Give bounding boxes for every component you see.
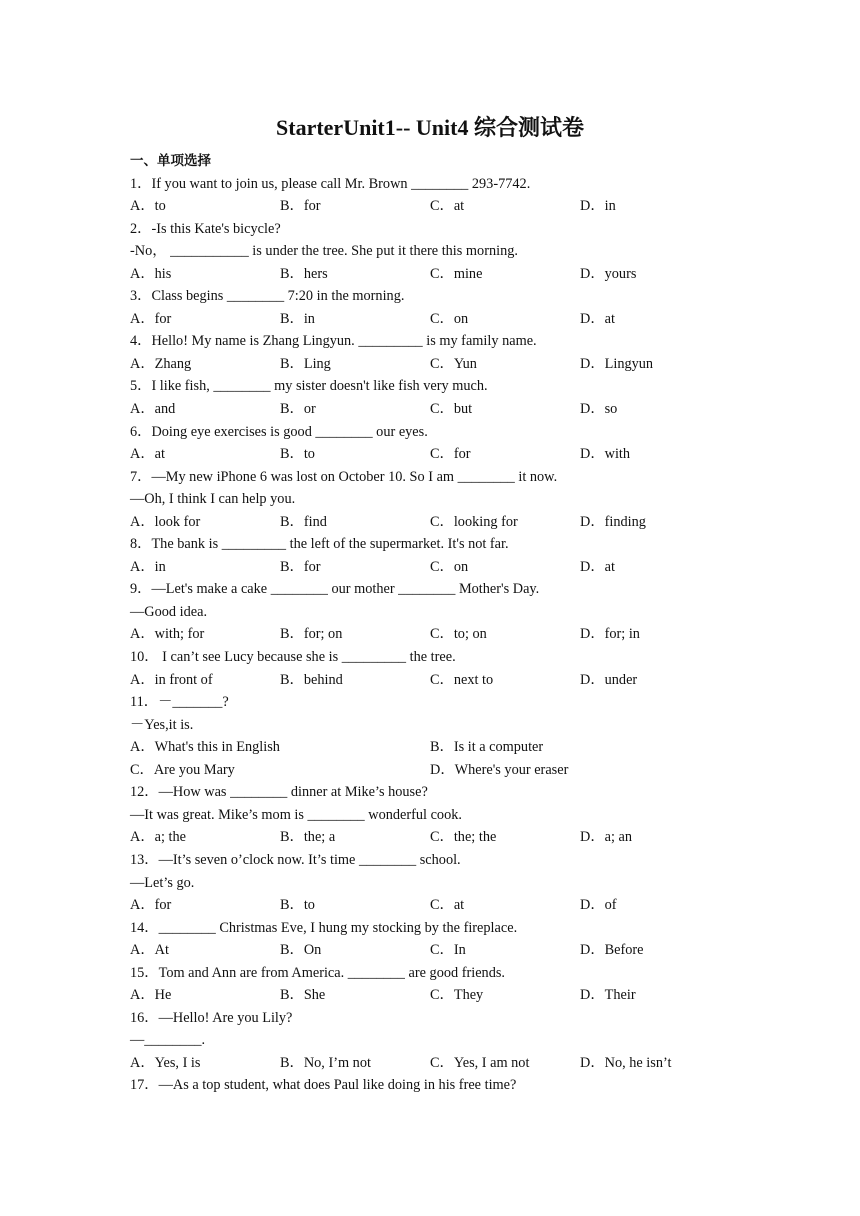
answer-option: B．for [280, 198, 321, 215]
question-item [130, 173, 770, 218]
answer-option: A．He [130, 987, 172, 1004]
question-text: 2．-Is this Kate's bicycle? [130, 220, 281, 237]
answer-option: B．or [280, 401, 316, 418]
options-row [130, 398, 770, 421]
question-item [130, 330, 770, 375]
answer-option: D．in [580, 198, 616, 215]
options-row [130, 984, 770, 1007]
question-item [130, 962, 770, 1007]
question-item [130, 533, 770, 578]
question-item [130, 421, 770, 466]
options-row [130, 1052, 770, 1075]
answer-option: D．at [580, 558, 615, 575]
options-row [130, 353, 770, 376]
answer-option: D．Their [580, 987, 636, 1004]
answer-option: C．next to [430, 671, 494, 688]
question-text: 9．—Let's make a cake ________ our mother ________ Mother's Day. [130, 581, 540, 598]
question-item [130, 375, 770, 420]
options-row [130, 511, 770, 534]
question-text: -No， ___________ is under the tree. She put it there this morning. [130, 243, 518, 260]
question-text: 15．Tom and Ann are from America. ________ are good friends. [130, 964, 505, 981]
answer-option: A．with; for [130, 626, 205, 643]
answer-option: D．at [580, 310, 615, 327]
options-row [130, 195, 770, 218]
answer-option: B．No, I’m not [280, 1054, 371, 1071]
answer-option: B．for [280, 558, 321, 575]
question-text: 14．________ Christmas Eve, I hung my stocking by the fireplace. [130, 919, 518, 936]
answer-option: B．behind [280, 671, 343, 688]
answer-option: A．Yes, I is [130, 1054, 201, 1071]
question-item [130, 218, 770, 286]
answer-option: B．find [280, 513, 327, 530]
answer-option: B．to [280, 446, 315, 463]
question-item [130, 578, 770, 646]
question-text: —Let’s go. [130, 874, 195, 891]
answer-option: A．What's this in English [130, 739, 280, 756]
answer-option: C．mine [430, 265, 483, 282]
question-text: 11．－_______? [130, 694, 229, 711]
answer-option: D．Where's your eraser [430, 761, 569, 778]
question-text: —It was great. Mike’s mom is ________ wonderful cook. [130, 806, 462, 823]
question-text: 16．—Hello! Are you Lily? [130, 1009, 293, 1026]
options-row [130, 894, 770, 917]
answer-option: A．and [130, 401, 176, 418]
answer-option: B．to [280, 897, 315, 914]
options-row [130, 939, 770, 962]
question-list [130, 150, 770, 1097]
options-row [130, 556, 770, 579]
answer-option: B．She [280, 987, 326, 1004]
question-text: 7．—My new iPhone 6 was lost on October 10. So I am ________ it now. [130, 468, 558, 485]
options-row [130, 669, 770, 692]
answer-option: B．On [280, 942, 322, 959]
question-text: －Yes,it is. [130, 716, 194, 733]
question-text: 13．—It’s seven o’clock now. It’s time ________ school. [130, 851, 461, 868]
question-text: 10． I can’t see Lucy because she is _________ the tree. [130, 649, 456, 666]
answer-option: B．Is it a computer [430, 739, 544, 756]
question-text: —Oh, I think I can help you. [130, 491, 296, 508]
answer-option: C．on [430, 310, 469, 327]
answer-option: B．the; a [280, 829, 336, 846]
answer-option: A．in [130, 558, 166, 575]
answer-option: D．of [580, 897, 617, 914]
answer-option: D．Lingyun [580, 355, 654, 372]
question-text: 8．The bank is _________ the left of the supermarket. It's not far. [130, 536, 509, 553]
question-text: 6．Doing eye exercises is good ________ our eyes. [130, 423, 428, 440]
answer-option: A．look for [130, 513, 201, 530]
answer-option: C．at [430, 897, 465, 914]
answer-option: B．in [280, 310, 315, 327]
answer-option: C．at [430, 198, 465, 215]
question-item [130, 781, 770, 849]
question-text: —________. [130, 1032, 206, 1049]
question-text: 1．If you want to join us, please call Mr. Brown ________ 293-7742. [130, 175, 531, 192]
question-item [130, 1074, 770, 1097]
answer-option: B．Ling [280, 355, 331, 372]
answer-option: C．on [430, 558, 469, 575]
answer-option: A．to [130, 198, 166, 215]
question-item [130, 466, 770, 534]
answer-option: C．Yun [430, 355, 477, 372]
answer-option: D．No, he isn’t [580, 1054, 672, 1071]
answer-option: A．a; the [130, 829, 186, 846]
answer-option: C．looking for [430, 513, 518, 530]
answer-option: D．with [580, 446, 631, 463]
question-text: 4．Hello! My name is Zhang Lingyun. _________ is my family name. [130, 333, 537, 350]
options-row [130, 443, 770, 466]
options-row [130, 623, 770, 646]
options-row [130, 759, 770, 782]
answer-option: A．his [130, 265, 172, 282]
question-item [130, 1007, 770, 1075]
options-row [130, 736, 770, 759]
question-text: 17．—As a top student, what does Paul like doing in his free time? [130, 1077, 517, 1094]
answer-option: C．for [430, 446, 471, 463]
answer-option: C．Yes, I am not [430, 1054, 530, 1071]
answer-option: A．in front of [130, 671, 213, 688]
answer-option: C．to; on [430, 626, 487, 643]
question-text: 12．—How was ________ dinner at Mike’s house? [130, 784, 428, 801]
answer-option: A．at [130, 446, 165, 463]
answer-option: D．a; an [580, 829, 633, 846]
answer-option: D．so [580, 401, 618, 418]
question-item [130, 849, 770, 917]
answer-option: B．hers [280, 265, 328, 282]
answer-option: D．finding [580, 513, 646, 530]
answer-option: C．They [430, 987, 484, 1004]
options-row [130, 826, 770, 849]
answer-option: A．for [130, 897, 172, 914]
question-item [130, 917, 770, 962]
question-text: 5．I like fish, ________ my sister doesn't like fish very much. [130, 378, 488, 395]
question-text: —Good idea. [130, 603, 208, 620]
answer-option: B．for; on [280, 626, 343, 643]
answer-option: A．Zhang [130, 355, 192, 372]
answer-option: D．yours [580, 265, 637, 282]
answer-option: C．In [430, 942, 466, 959]
answer-option: D．under [580, 671, 638, 688]
answer-option: D．for; in [580, 626, 640, 643]
question-item [130, 646, 770, 691]
options-row [130, 308, 770, 331]
answer-option: C．the; the [430, 829, 497, 846]
question-text: 3．Class begins ________ 7:20 in the morning. [130, 288, 405, 305]
answer-option: C．Are you Mary [130, 761, 235, 778]
page-title: StarterUnit1-- Unit4 综合测试卷 [276, 115, 584, 140]
options-row [130, 263, 770, 286]
question-item [130, 691, 770, 781]
question-item [130, 285, 770, 330]
answer-option: A．At [130, 942, 169, 959]
answer-option: C．but [430, 401, 473, 418]
section-heading: 一、单项选择 [130, 153, 211, 169]
answer-option: D．Before [580, 942, 644, 959]
answer-option: A．for [130, 310, 172, 327]
